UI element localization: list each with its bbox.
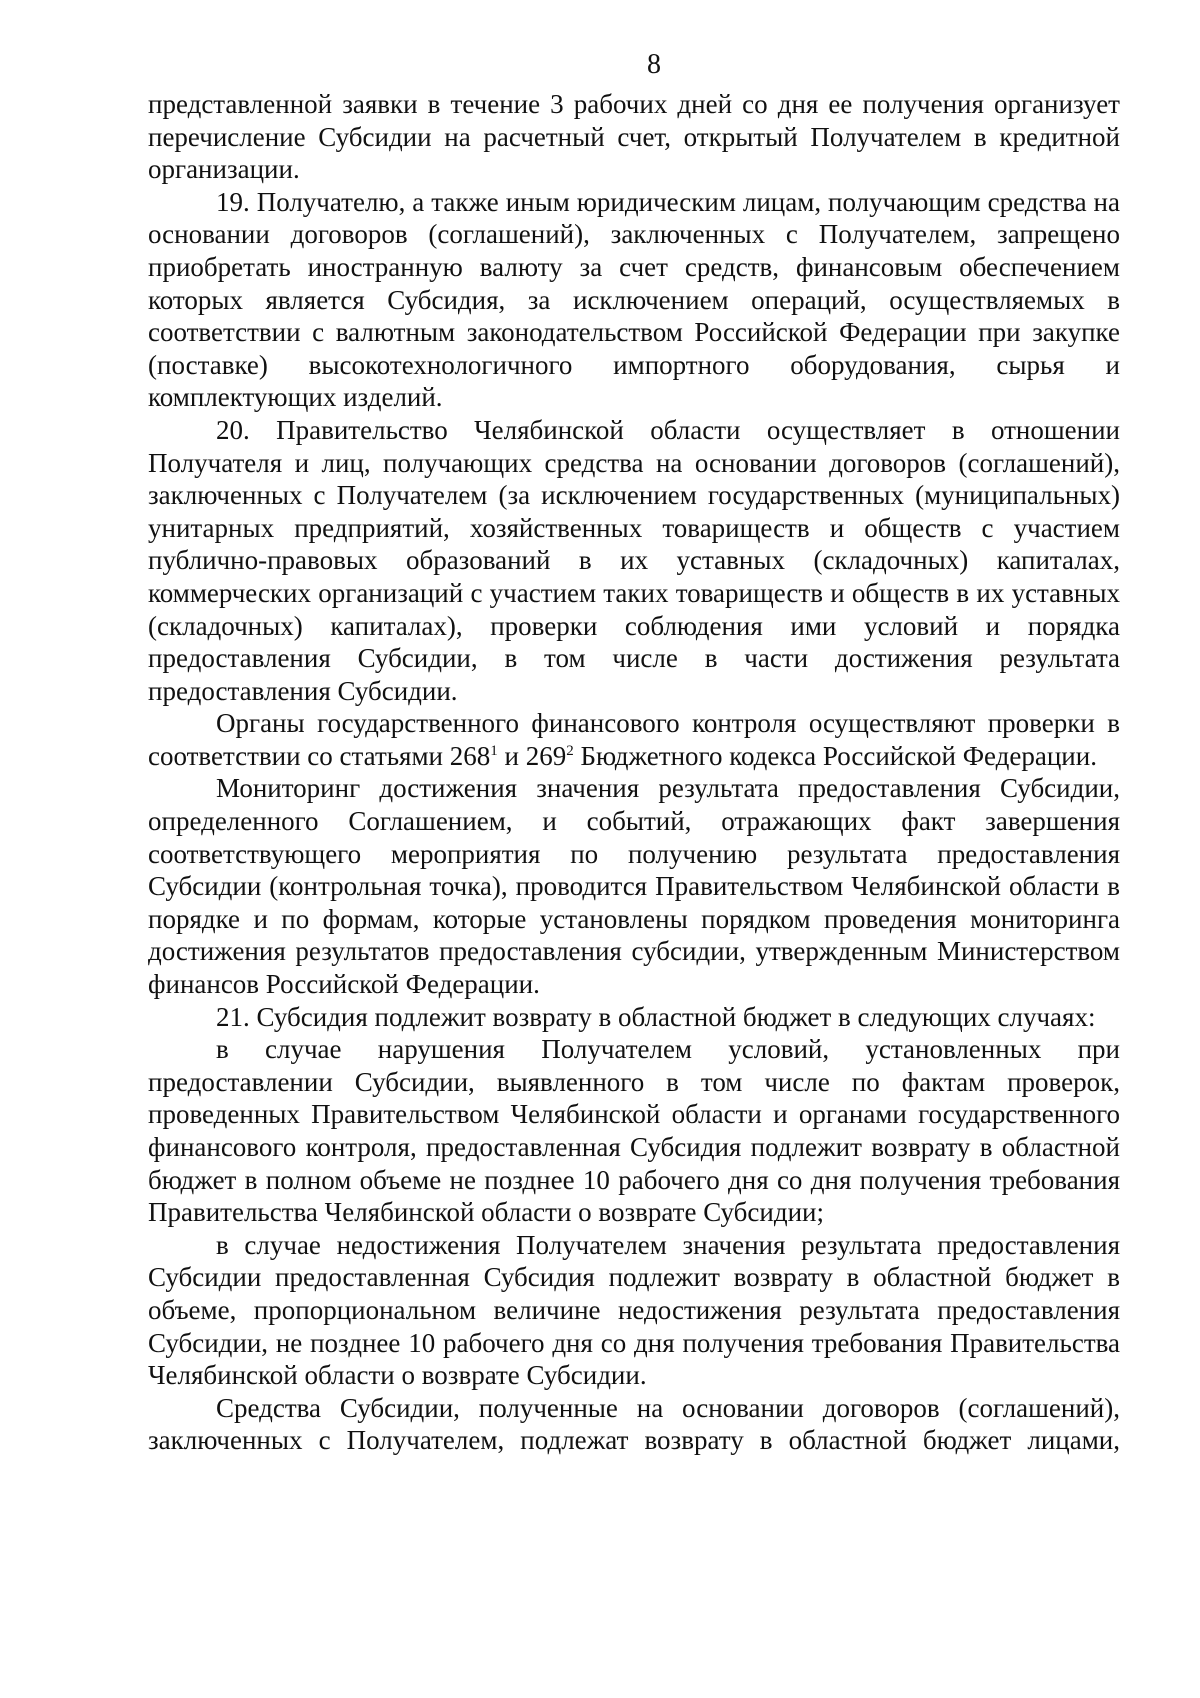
paragraph-continuation: представленной заявки в течение 3 рабочих дней со дня ее получения организует перечисление Субсидии на расчетный счет, открытый Получателем в кредитной организации. bbox=[148, 89, 1120, 185]
paragraph-clause-21: 21. Субсидия подлежит возврату в областной бюджет в следующих случаях: bbox=[216, 1001, 1096, 1032]
financial-control-text-1: Органы государственного финансового контроля осуществляют проверки в соответствии со статьями 268 bbox=[148, 708, 1120, 771]
article-268-superscript: 1 bbox=[490, 742, 498, 759]
article-269-superscript: 2 bbox=[566, 742, 574, 759]
financial-control-text-2: и 269 bbox=[497, 740, 567, 771]
paragraph-financial-control bbox=[148, 707, 1120, 772]
page-number: 8 bbox=[647, 49, 661, 80]
paragraph-clause-20: 20. Правительство Челябинской области осуществляет в отношении Получателя и лиц, получающих средства на основании договоров (соглашений), заключенных с Получателем (за исключением государственных (муниципальных) унитарных предприятий, хозяйственных товариществ и обществ с участием публично-правовых образований в их уставных (складочных) капиталах, коммерческих организаций с участием таких товариществ и обществ в их уставных (складочных) капиталах), проверки соблюдения ими условий и порядка предоставления Субсидии, в том числе в части достижения результата предоставления Субсидии. bbox=[148, 414, 1120, 706]
paragraph-nonachievement-case: в случае недостижения Получателем значения результата предоставления Субсидии предоставленная Субсидия подлежит возврату в областной бюджет в объеме, пропорциональном величине недостижения результата предоставления Субсидии, не позднее 10 рабочего дня со дня получения требования Правительства Челябинской области о возврате Субсидии. bbox=[148, 1229, 1120, 1391]
financial-control-text-3: Бюджетного кодекса Российской Федерации. bbox=[573, 740, 1097, 771]
paragraph-contract-funds: Средства Субсидии, полученные на основании договоров (соглашений), заключенных с Получателем, подлежат возврату в областной бюджет лицами, bbox=[148, 1392, 1120, 1456]
paragraph-clause-19: 19. Получателю, а также иным юридическим лицам, получающим средства на основании договоров (соглашений), заключенных с Получателем, запрещено приобретать иностранную валюту за счет средств, финансовым обеспечением которых является Субсидия, за исключением операций, осуществляемых в соответствии с валютным законодательством Российской Федерации при закупке (поставке) высокотехнологичного импортного оборудования, сырья и комплектующих изделий. bbox=[148, 186, 1120, 413]
paragraph-monitoring: Мониторинг достижения значения результата предоставления Субсидии, определенного Соглашением, и событий, отражающих факт завершения соответствующего мероприятия по получению результата предоставления Субсидии (контрольная точка), проводится Правительством Челябинской области в порядке и по формам, которые установлены порядком проведения мониторинга достижения результатов предоставления субсидии, утвержденным Министерством финансов Российской Федерации. bbox=[148, 773, 1120, 1000]
paragraph-violation-case: в случае нарушения Получателем условий, установленных при предоставлении Субсидии, выявленного в том числе по фактам проверок, проведенных Правительством Челябинской области и органами государственного финансового контроля, предоставленная Субсидия подлежит возврату в областной бюджет в полном объеме не позднее 10 рабочего дня со дня получения требования Правительства Челябинской области о возврате Субсидии; bbox=[148, 1034, 1120, 1228]
document-page bbox=[148, 48, 1120, 1457]
